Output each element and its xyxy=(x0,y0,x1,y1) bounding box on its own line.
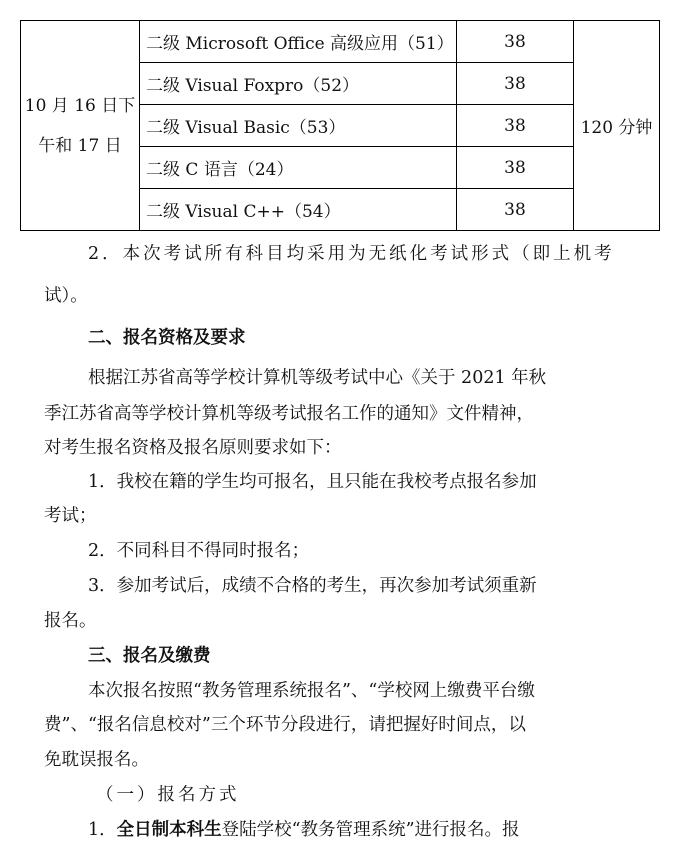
exam-schedule-table xyxy=(20,20,660,231)
subsection-1-heading: （一）报名方式 xyxy=(96,785,240,805)
date-line-2: 午和 17 日 xyxy=(38,135,122,156)
count-cell: 38 xyxy=(457,63,574,105)
requirement-2: 2．不同科目不得同时报名； xyxy=(88,541,310,561)
subject-cell: 二级 C 语言（24） xyxy=(140,147,457,189)
section-3-paragraph-line-2: 费”、“报名信息校对”三个环节分段进行，请把握好时间点，以 xyxy=(44,715,526,735)
section-2-paragraph-line-2: 季江苏省高等学校计算机等级考试报名工作的通知》文件精神， xyxy=(44,404,534,424)
date-line-1: 10 月 16 日下 xyxy=(24,95,136,116)
table-row xyxy=(21,21,660,63)
requirement-3-line-1: 3．参加考试后，成绩不合格的考生，再次参加考试须重新 xyxy=(88,576,537,596)
method-1-text: 登陆学校“教务管理系统”进行报名。报 xyxy=(221,820,520,840)
method-1-line xyxy=(88,816,520,841)
section-3-paragraph-line-1: 本次报名按照“教务管理系统报名”、“学校网上缴费平台缴 xyxy=(88,681,535,701)
note-2-line-1: 2．本次考试所有科目均采用为无纸化考试形式（即上机考 xyxy=(88,244,615,264)
section-3-paragraph-line-3: 免耽误报名。 xyxy=(44,750,149,770)
count-cell: 38 xyxy=(457,189,574,231)
requirement-1-line-1: 1．我校在籍的学生均可报名，且只能在我校考点报名参加 xyxy=(88,472,537,492)
subject-cell: 二级 Microsoft Office 高级应用（51） xyxy=(140,21,457,63)
exam-date-cell xyxy=(21,21,140,231)
section-2-paragraph-line-3: 对考生报名资格及报名原则要求如下： xyxy=(44,438,342,458)
note-2-line-2: 试）。 xyxy=(44,286,88,306)
section-3-heading: 三、报名及缴费 xyxy=(88,646,211,666)
count-cell: 38 xyxy=(457,105,574,147)
section-2-paragraph-line-1: 根据江苏省高等学校计算机等级考试中心《关于 2021 年秋 xyxy=(88,368,547,388)
requirement-1-line-2: 考试； xyxy=(44,506,97,526)
duration-cell: 120 分钟 xyxy=(574,21,660,231)
subject-cell: 二级 Visual C++（54） xyxy=(140,189,457,231)
count-cell: 38 xyxy=(457,21,574,63)
subject-cell: 二级 Visual Basic（53） xyxy=(140,105,457,147)
subject-cell: 二级 Visual Foxpro（52） xyxy=(140,63,457,105)
method-1-number: 1． xyxy=(88,820,117,840)
count-cell: 38 xyxy=(457,147,574,189)
section-2-heading: 二、报名资格及要求 xyxy=(88,328,246,348)
requirement-3-line-2: 报名。 xyxy=(44,611,97,631)
method-1-emphasis: 全日制本科生 xyxy=(116,820,222,840)
